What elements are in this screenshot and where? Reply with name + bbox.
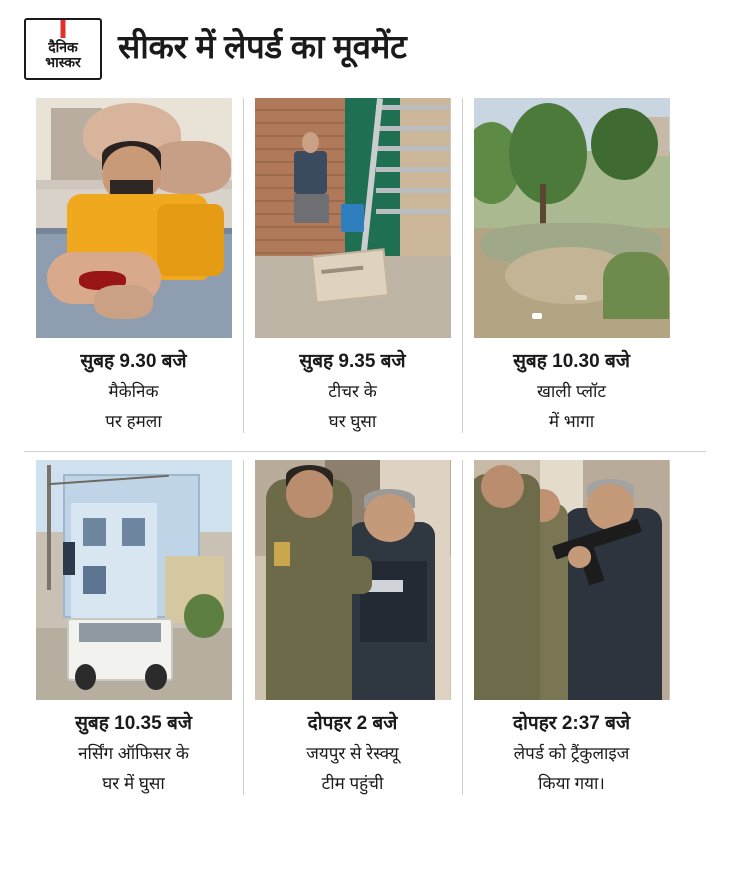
panel-5-time: दोपहर 2 बजे	[307, 713, 398, 735]
photo-rescue-team	[255, 460, 451, 700]
panel-1-time: सुबह 9.30 बजे	[80, 351, 187, 372]
panel-4	[24, 452, 243, 803]
panel-row-bottom	[24, 452, 706, 803]
panel-5-caption-line1: जयपुर से रेस्क्यू	[306, 743, 399, 763]
photo-tranquilized	[474, 460, 670, 700]
panel-6-time: दोपहर 2:37 बजे	[512, 713, 631, 735]
panel-2	[243, 90, 462, 441]
panel-grid	[0, 90, 730, 803]
panel-2-caption-line2: घर घुसा	[328, 412, 377, 432]
logo-accent-bar	[61, 20, 66, 38]
panel-3-time: सुबह 10.30 बजे	[513, 351, 630, 372]
panel-3-caption-line2: में भागा	[548, 412, 595, 432]
photo-empty-plot	[474, 98, 670, 338]
panel-1-caption-line2: पर हमला	[105, 412, 162, 432]
panel-6	[462, 452, 681, 803]
dainik-bhaskar-logo	[24, 18, 102, 80]
panel-4-time: सुबह 10.35 बजे	[75, 713, 192, 735]
panel-row-top	[24, 90, 706, 441]
panel-1	[24, 90, 243, 441]
header	[0, 0, 730, 90]
panel-6-caption-line2: किया गया।	[538, 774, 605, 794]
page-title: सीकर में लेपर्ड का मूवमेंट	[118, 27, 407, 65]
panel-4-caption-line1: नर्सिंग ऑफिसर के	[78, 743, 189, 763]
panel-5	[243, 452, 462, 803]
panel-1-caption-line1: मैकेनिक	[108, 381, 159, 401]
photo-teacher-house	[255, 98, 451, 338]
panel-3-caption-line1: खाली प्लॉट	[537, 381, 606, 401]
panel-4-caption-line2: घर में घुसा	[102, 774, 165, 794]
panel-2-time: सुबह 9.35 बजे	[299, 351, 406, 372]
photo-mechanic-attacked	[36, 98, 232, 338]
panel-5-caption-line2: टीम पहुंची	[321, 774, 384, 794]
logo-line1: दैनिक	[48, 39, 78, 56]
panel-6-caption-line1: लेपर्ड को ट्रैंकुलाइज	[513, 743, 630, 763]
panel-2-caption-line1: टीचर के	[328, 381, 377, 401]
photo-nursing-officer-house	[36, 460, 232, 700]
panel-3	[462, 90, 681, 441]
logo-line2: भास्कर	[45, 54, 81, 70]
